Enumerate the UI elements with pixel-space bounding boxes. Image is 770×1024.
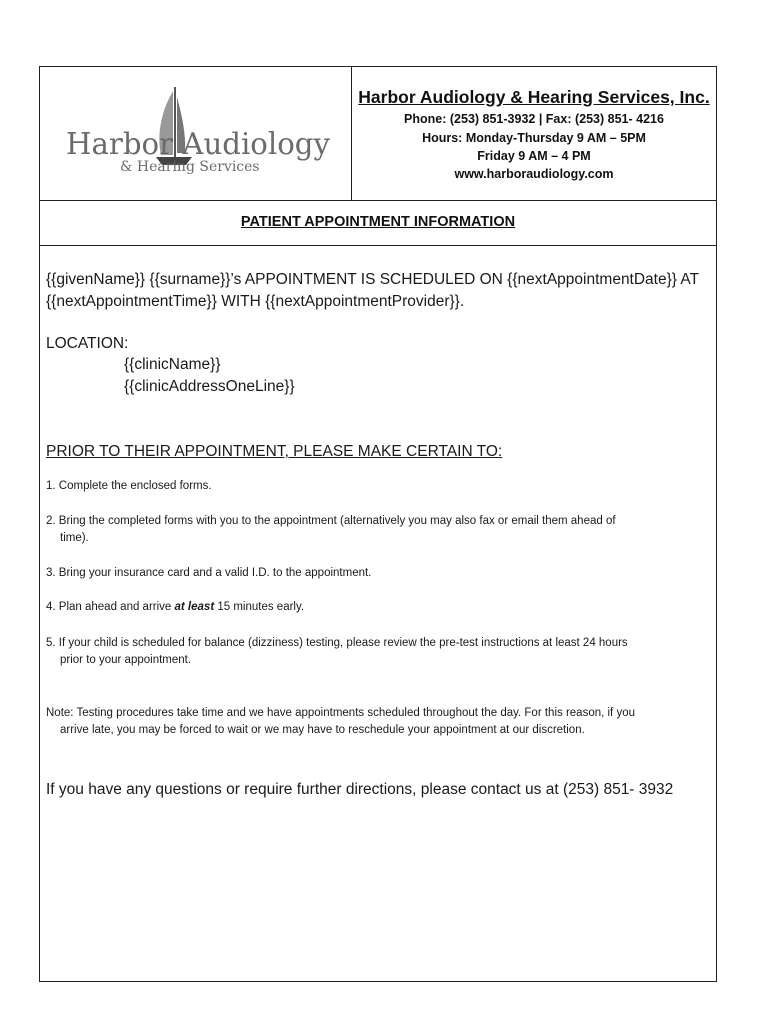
document-title: PATIENT APPOINTMENT INFORMATION: [240, 214, 516, 230]
hours-friday-line: Friday 9 AM – 4 PM: [477, 149, 591, 163]
contact-line: If you have any questions or require further directions, please contact us at (253) 851- 3932: [46, 781, 674, 798]
website-link[interactable]: www.harboraudiology.com: [454, 167, 614, 181]
logo-wordmark: Harbor Audiology: [66, 127, 331, 162]
note-line-1: Note: Testing procedures take time and we have appointments scheduled throughout the day. For this reason, if you: [46, 707, 635, 719]
clinic-address: {{clinicAddressOneLine}}: [124, 378, 295, 395]
list-item-5: 5. If your child is scheduled for balance (dizziness) testing, please review the pre-test instructions at least 24 hours: [46, 637, 628, 649]
list-item-4-pre: 4. Plan ahead and arrive: [46, 601, 175, 613]
list-item-1: 1. Complete the enclosed forms.: [46, 480, 212, 492]
company-name: Harbor Audiology & Hearing Services, Inc.: [358, 87, 710, 107]
appointment-line-1: {{givenName}} {{surname}}’s APPOINTMENT IS SCHEDULED ON {{nextAppointmentDate}} AT: [46, 271, 700, 288]
logo-cell: [40, 67, 352, 200]
letterhead: [40, 67, 716, 201]
list-item-4-post: 15 minutes early.: [214, 601, 305, 613]
list-item-5-continued: prior to your appointment.: [60, 654, 192, 666]
list-item-2-continued: time).: [60, 532, 89, 544]
location-label: LOCATION:: [46, 335, 129, 352]
phone-fax-line: Phone: (253) 851-3932 | Fax: (253) 851- 4216: [404, 112, 664, 126]
hours-weekday-line: Hours: Monday-Thursday 9 AM – 5PM: [422, 131, 646, 145]
list-item-4: [46, 601, 304, 613]
logo-tagline: & Hearing Services: [120, 159, 260, 175]
clinic-name: {{clinicName}}: [124, 356, 221, 373]
list-item-2: 2. Bring the completed forms with you to the appointment (alternatively you may also fax or email them ahead of: [46, 515, 616, 527]
appointment-line-2: {{nextAppointmentTime}} WITH {{nextAppointmentProvider}}.: [46, 293, 465, 310]
appointment-form: [39, 66, 717, 982]
harbor-audiology-logo: [40, 67, 351, 200]
note-line-2: arrive late, you may be forced to wait or we may have to reschedule your appointment at our discretion.: [60, 724, 585, 736]
title-row: [40, 200, 716, 246]
list-item-3: 3. Bring your insurance card and a valid I.D. to the appointment.: [46, 567, 372, 579]
prior-heading: PRIOR TO THEIR APPOINTMENT, PLEASE MAKE CERTAIN TO:: [46, 443, 503, 460]
list-item-4-emphasis: at least: [174, 601, 215, 613]
contact-info-cell: [352, 67, 716, 200]
